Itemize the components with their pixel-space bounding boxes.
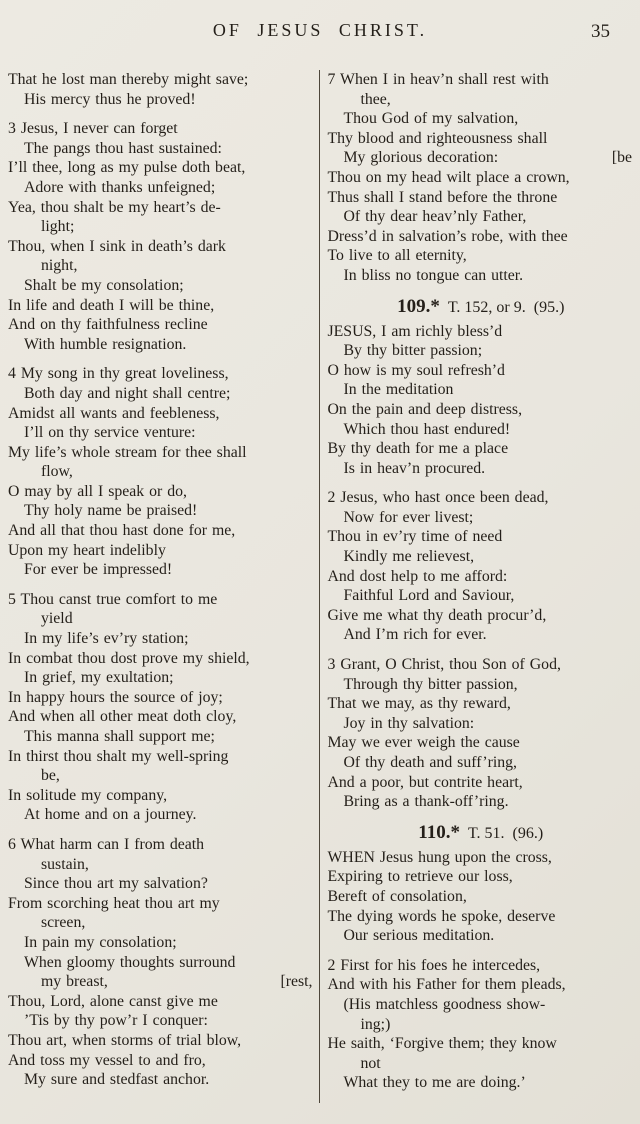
verse-line: [328, 1015, 635, 1035]
verse-line-text: And all that thou hast done for me,: [8, 522, 236, 540]
verse-line-text: Thou, when I sink in death’s dark: [8, 237, 226, 255]
verse-line: [8, 237, 315, 257]
verse-line: [8, 629, 315, 649]
verse-line-text: In pain my consolation;: [24, 933, 177, 951]
verse-line: [328, 655, 635, 675]
verse-line-text: 7 When I in heav’n shall rest with: [327, 71, 549, 88]
verse-line-text: My sure and stedfast anchor.: [24, 1071, 210, 1089]
verse-line-text: Our serious meditation.: [343, 927, 495, 945]
verse-line: [328, 907, 635, 927]
verse-line: [8, 894, 315, 914]
verse-line: [8, 668, 315, 688]
verse-line-text: sustain,: [41, 855, 89, 873]
verse-line: [8, 786, 315, 806]
verse-line: [8, 855, 315, 875]
verse-line: [8, 90, 315, 110]
stanza: [328, 488, 635, 645]
verse-line: [8, 217, 315, 237]
verse-line: [8, 972, 315, 992]
column-right: [320, 70, 635, 1103]
verse-line: [8, 541, 315, 561]
verse-line-text: Joy in thy salvation:: [343, 714, 475, 732]
verse-line: [328, 207, 635, 227]
verse-line-text: His mercy thus he proved!: [24, 90, 196, 108]
verse-line: [328, 1034, 635, 1054]
verse-line-text: light;: [41, 218, 75, 236]
verse-line-text: Since thou art my salvation?: [24, 875, 208, 893]
verse-line-text: In my life’s ev’ry station;: [24, 630, 189, 648]
verse-line-text: In grief, my exultation;: [24, 669, 174, 687]
verse-line-text: O how is my soul refresh’d: [327, 361, 505, 379]
verse-line-text: Dress’d in salvation’s robe, with thee: [327, 227, 568, 245]
verse-line: [8, 747, 315, 767]
verse-line: [328, 246, 635, 266]
verse-line: [8, 1070, 315, 1090]
verse-line-text: JESUS, I am richly bless’d: [327, 322, 503, 340]
verse-line: [328, 70, 635, 90]
verse-line-text: In the meditation: [343, 381, 454, 399]
page-header: [0, 0, 640, 64]
verse-line: [328, 380, 635, 400]
verse-line-text: be,: [41, 767, 60, 785]
verse-line: [8, 1031, 315, 1051]
bracket-catchword: [be: [611, 149, 632, 167]
verse-line-text: Thou God of my salvation,: [343, 110, 519, 128]
verse-line-text: By thy bitter passion;: [343, 342, 483, 360]
verse-line: [328, 694, 635, 714]
verse-line: [328, 109, 635, 129]
verse-line-text: ’Tis by thy pow’r I conquer:: [24, 1012, 208, 1030]
verse-line: [8, 649, 315, 669]
verse-line-text: 2 Jesus, who hast once been dead,: [327, 489, 549, 507]
verse-line: [8, 1011, 315, 1031]
verse-line-text: Both day and night shall centre;: [24, 384, 231, 402]
stanza: [328, 848, 635, 946]
page-number: 35: [591, 21, 610, 42]
verse-line-text: (His matchless goodness show-: [343, 995, 546, 1013]
verse-line-text: What they to me are doing.’: [343, 1074, 526, 1092]
verse-line-text: From scorching heat thou art my: [8, 894, 220, 912]
verse-line: [328, 148, 635, 168]
verse-line-text: At home and on a journey.: [24, 806, 197, 824]
verse-line: [8, 198, 315, 218]
verse-line-text: 6 What harm can I from death: [8, 835, 205, 853]
verse-line: [8, 874, 315, 894]
verse-line-text: I’ll thee, long as my pulse doth beat,: [8, 159, 246, 177]
verse-line: [328, 1073, 635, 1093]
verse-line-text: For ever be impressed!: [24, 561, 173, 579]
verse-line: [328, 792, 635, 812]
verse-line: [328, 753, 635, 773]
stanza: [328, 956, 635, 1093]
verse-line: [328, 733, 635, 753]
hymn-heading: [328, 296, 635, 318]
verse-line-text: And toss my vessel to and fro,: [8, 1051, 206, 1069]
verse-line: [8, 423, 315, 443]
stanza: [8, 835, 315, 1090]
verse-line-text: Bring as a thank-off’ring.: [343, 793, 509, 811]
verse-line-text: yield: [41, 610, 73, 628]
column-left: [8, 70, 319, 1103]
verse-line: [8, 707, 315, 727]
verse-line: [328, 675, 635, 695]
verse-line: [328, 527, 635, 547]
verse-line-text: ing;): [360, 1015, 391, 1033]
verse-line: [328, 488, 635, 508]
verse-line-text: 3 Grant, O Christ, thou Son of God,: [327, 656, 561, 674]
verse-line: [328, 90, 635, 110]
verse-line-text: In solitude my company,: [8, 786, 168, 804]
verse-line-text: My glorious decoration:: [343, 149, 499, 167]
verse-line: [8, 727, 315, 747]
verse-line: [328, 400, 635, 420]
verse-line: [328, 867, 635, 887]
verse-line: [8, 119, 315, 139]
verse-line-text: In happy hours the source of joy;: [8, 688, 223, 706]
verse-line: [8, 835, 315, 855]
verse-line: [328, 361, 635, 381]
text-columns: [0, 64, 640, 1103]
verse-line: [8, 609, 315, 629]
verse-line-text: When gloomy thoughts surround: [24, 953, 236, 971]
verse-line-text: The pangs thou hast sustained:: [24, 139, 222, 157]
verse-line-text: And when all other meat doth cloy,: [8, 708, 237, 726]
verse-line-text: Through thy bitter passion,: [343, 675, 518, 693]
verse-line-text: Thy blood and righteousness shall: [327, 129, 548, 147]
verse-line-text: To live to all eternity,: [327, 247, 467, 265]
running-head-title: OF JESUS CHRIST.: [212, 20, 428, 40]
verse-line-text: not: [360, 1054, 381, 1072]
verse-line-text: In combat thou dost prove my shield,: [8, 649, 250, 667]
hymn-heading: [328, 822, 635, 844]
verse-line-text: Of thy death and suff’ring,: [343, 754, 517, 771]
verse-line: [328, 956, 635, 976]
verse-line-text: Kindly me relievest,: [343, 548, 475, 566]
verse-line: [8, 70, 315, 90]
verse-line: [8, 296, 315, 316]
hymn-number: 109.*: [397, 295, 440, 317]
verse-line-text: This manna shall support me;: [24, 728, 215, 745]
verse-line: [328, 625, 635, 645]
verse-line: [8, 766, 315, 786]
verse-line-text: Thou on my head wilt place a crown,: [327, 168, 570, 186]
verse-line-text: By thy death for me a place: [327, 440, 509, 458]
verse-line: [328, 926, 635, 946]
stanza: [8, 590, 315, 825]
verse-line-text: Which thou hast endured!: [343, 420, 511, 438]
verse-line: [328, 227, 635, 247]
verse-line: [328, 887, 635, 907]
verse-line: [8, 992, 315, 1012]
verse-line: [8, 158, 315, 178]
verse-line-text: In thirst thou shalt my well-spring: [8, 747, 229, 765]
verse-line: [328, 341, 635, 361]
hymn-tune-reference: T. 152, or 9. (95.): [439, 298, 565, 316]
verse-line: [328, 322, 635, 342]
verse-line: [8, 1051, 315, 1071]
verse-line: [8, 953, 315, 973]
verse-line: [328, 439, 635, 459]
verse-line: [8, 178, 315, 198]
verse-line-text: Adore with thanks unfeigned;: [24, 178, 216, 196]
hymn-tune-reference: T. 51. (96.): [459, 824, 544, 842]
verse-line: [8, 139, 315, 159]
stanza: [8, 70, 315, 109]
verse-line-text: The dying words he spoke, deserve: [327, 907, 556, 925]
verse-line-text: Thou in ev’ry time of need: [327, 528, 503, 546]
verse-line-text: He saith, ‘Forgive them; they know: [327, 1035, 557, 1053]
verse-line-text: Bereft of consolation,: [327, 887, 467, 905]
verse-line-text: May we ever weigh the cause: [327, 734, 520, 752]
verse-line-text: Expiring to retrieve our loss,: [327, 868, 513, 886]
verse-line-text: Is in heav’n procured.: [343, 459, 486, 477]
verse-line-text: Upon my heart indelibly: [8, 541, 166, 559]
verse-line-text: On the pain and deep distress,: [327, 400, 523, 418]
verse-line-text: Thou, Lord, alone canst give me: [8, 992, 218, 1010]
verse-line: [328, 129, 635, 149]
verse-line-text: screen,: [41, 914, 86, 932]
verse-line: [328, 547, 635, 567]
verse-line: [328, 459, 635, 479]
verse-line-text: And a poor, but contrite heart,: [327, 773, 523, 791]
verse-line-text: Amidst all wants and feebleness,: [8, 404, 220, 422]
verse-line: [328, 848, 635, 868]
stanza: [328, 655, 635, 812]
verse-line: [8, 521, 315, 541]
stanza: [8, 364, 315, 580]
verse-line-text: O may by all I speak or do,: [8, 482, 187, 500]
verse-line: [328, 508, 635, 528]
verse-line: [8, 404, 315, 424]
verse-line: [8, 482, 315, 502]
verse-line: [8, 315, 315, 335]
verse-line-text: I’ll on thy service venture:: [24, 424, 196, 442]
stanza: [328, 70, 635, 286]
stanza: [8, 119, 315, 354]
verse-line: [8, 560, 315, 580]
verse-line: [328, 975, 635, 995]
verse-line-text: That he lost man thereby might save;: [8, 71, 249, 88]
verse-line: [8, 335, 315, 355]
verse-line-text: 2 First for his foes he intercedes,: [327, 956, 541, 974]
verse-line-text: And on thy faithfulness recline: [8, 316, 208, 334]
verse-line: [8, 933, 315, 953]
verse-line: [8, 501, 315, 521]
verse-line-text: Thou art, when storms of trial blow,: [8, 1031, 242, 1049]
verse-line-text: 3 Jesus, I never can forget: [8, 120, 178, 138]
verse-line-text: thee,: [360, 90, 391, 108]
verse-line: [8, 384, 315, 404]
verse-line-text: night,: [41, 257, 78, 275]
verse-line-text: That we may, as thy reward,: [327, 695, 511, 713]
verse-line: [8, 462, 315, 482]
verse-line-text: My life’s whole stream for thee shall: [8, 443, 247, 461]
verse-line: [328, 567, 635, 587]
verse-line-text: 5 Thou canst true comfort to me: [8, 590, 218, 608]
verse-line: [328, 420, 635, 440]
verse-line: [328, 995, 635, 1015]
verse-line: [8, 913, 315, 933]
bracket-catchword: [rest,: [280, 973, 313, 991]
verse-line-text: Yea, thou shalt be my heart’s de-: [8, 198, 221, 216]
verse-line-text: And I’m rich for ever.: [343, 626, 487, 644]
verse-line-text: 4 My song in thy great loveliness,: [8, 365, 229, 383]
verse-line: [328, 606, 635, 626]
verse-line-text: Thus shall I stand before the throne: [327, 188, 558, 206]
verse-line: [328, 188, 635, 208]
verse-line: [8, 364, 315, 384]
verse-line-text: Shalt be my consolation;: [24, 276, 184, 294]
verse-line-text: And dost help to me afford:: [327, 567, 508, 585]
verse-line-text: In life and death I will be thine,: [8, 296, 215, 314]
verse-line: [328, 266, 635, 286]
verse-line: [328, 1054, 635, 1074]
verse-line-text: Give me what thy death procur’d,: [327, 606, 547, 624]
verse-line: [8, 688, 315, 708]
hymn-number: 110.*: [418, 821, 460, 843]
verse-line: [328, 586, 635, 606]
verse-line: [328, 714, 635, 734]
verse-line: [328, 168, 635, 188]
verse-line: [8, 805, 315, 825]
stanza: [328, 322, 635, 479]
verse-line: [8, 256, 315, 276]
verse-line: [328, 773, 635, 793]
verse-line-text: Of thy dear heav’nly Father,: [343, 208, 527, 226]
verse-line-text: flow,: [41, 463, 73, 481]
verse-line-text: And with his Father for them pleads,: [327, 976, 566, 994]
verse-line-text: Faithful Lord and Saviour,: [343, 587, 515, 605]
verse-line: [8, 590, 315, 610]
verse-line-text: In bliss no tongue can utter.: [343, 266, 524, 284]
verse-line-text: With humble resignation.: [24, 335, 187, 353]
verse-line: [8, 276, 315, 296]
verse-line-text: my breast,: [41, 973, 108, 991]
verse-line: [8, 443, 315, 463]
verse-line-text: Thy holy name be praised!: [24, 502, 198, 520]
verse-line-text: WHEN Jesus hung upon the cross,: [327, 848, 552, 866]
verse-line-text: Now for ever livest;: [343, 508, 474, 526]
